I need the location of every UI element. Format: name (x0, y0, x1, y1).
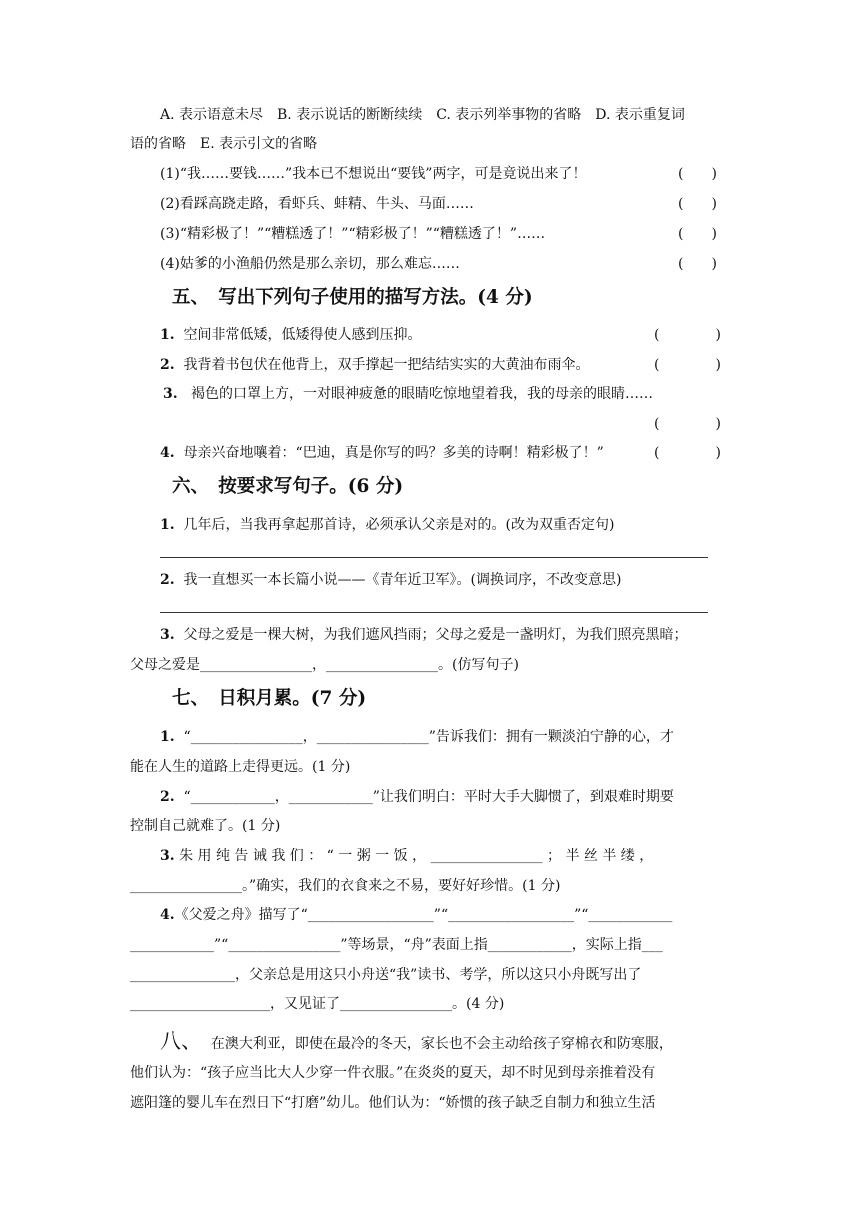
section-7-item-4-cont3: ____________________，又见证了________________。(4 分) (130, 996, 505, 1012)
options-line-1: A. 表示语意未尽 B. 表示说话的断断续续 C. 表示列举事物的省略 D. 表示重复词 (160, 107, 685, 123)
item-number: 4. (160, 907, 175, 923)
ellipsis-item-2: (2)看踩高跷走路，看虾兵、蚌精、牛头、马面…… (160, 196, 474, 212)
item-text: 我背着书包伏在他背上，双手撑起一把结结实实的大黄油布雨伞。 (183, 357, 590, 373)
section-7-item-1-cont: 能在人生的道路上走得更远。(1 分) (130, 759, 351, 775)
section-5-blank-2[interactable]: ( ) (654, 357, 721, 373)
section-7-item-4-cont2: _______________，父亲总是用这只小舟送“我”读书、考学，所以这只小舟既写出了 (130, 967, 642, 983)
section-5-item-2 (160, 356, 590, 374)
ellipsis-item-1: (1)“我……要钱……”我本已不想说出“要钱”两字，可是竟说出来了！ (160, 166, 587, 182)
section-5-blank-1[interactable]: ( ) (654, 327, 721, 343)
item-number: 2. (160, 789, 175, 805)
ellipsis-item-3: (3)“精彩极了！”“糟糕透了！”“精彩极了！”“糟糕透了！”…… (160, 226, 546, 242)
item-number: 1. (160, 327, 175, 343)
section-6-item-3 (160, 626, 688, 644)
item-number: 4. (160, 445, 175, 461)
section-8-number: 八、 (160, 1029, 202, 1053)
section-7-item-4 (160, 906, 672, 924)
section-5-blank-3[interactable]: ( ) (654, 416, 721, 432)
item-text: “____________，____________”让我们明白：平时大手大脚惯了，到艰难时期要 (183, 789, 674, 805)
section-7-item-2 (160, 788, 674, 806)
item-text: 《父爱之舟》描写了“__________________”“__________________”“____________ (174, 907, 673, 923)
ellipsis-blank-4[interactable]: ( ) (678, 256, 717, 272)
section-7-item-1 (160, 728, 674, 746)
answer-line-1[interactable] (160, 557, 708, 558)
section-7-item-4-cont1: ____________”“________________”等场景，“舟”表面上指____________，实际上指___ (130, 937, 663, 953)
item-text: “________________，________________”告诉我们：拥有一颗淡泊宁静的心，才 (183, 729, 674, 745)
section-6-item-3-cont: 父母之爱是________________，________________。(仿写句子) (130, 657, 519, 673)
section-7-item-3 (160, 847, 653, 865)
section-5-item-4 (160, 444, 604, 462)
item-number: 3. (160, 848, 175, 864)
item-text: 几年后，当我再拿起那首诗，必须承认父亲是对的。(改为双重否定句) (183, 517, 615, 533)
item-number: 3. (160, 627, 175, 643)
item-text: 父母之爱是一棵大树，为我们遮风挡雨；父母之爱是一盏明灯，为我们照亮黑暗； (183, 627, 688, 643)
section-8-text: 在澳大利亚，即使在最冷的冬天，家长也不会主动给孩子穿棉衣和防寒服， (210, 1036, 673, 1052)
ellipsis-item-4: (4)姑爹的小渔船仍然是那么亲切，那么难忘…… (160, 256, 460, 272)
item-text: 我一直想买一本长篇小说——《青年近卫军》。(调换词序，不改变意思) (183, 572, 622, 588)
item-number: 1. (160, 517, 175, 533)
section-6-item-1 (160, 516, 614, 534)
item-number: 2. (160, 357, 175, 373)
section-7-item-2-cont: 控制自己就难了。(1 分) (130, 818, 281, 834)
section-8-line-1 (160, 1028, 673, 1057)
item-text: 褐色的口罩上方，一对眼神疲惫的眼睛吃惊地望着我，我的母亲的眼睛…… (190, 386, 653, 402)
section-7-title: 七、 日积月累。(7 分) (172, 688, 367, 709)
section-6-title: 六、 按要求写句子。(6 分) (172, 476, 404, 497)
section-8-line-2: 他们认为：“孩子应当比大人少穿一件衣服。”在炎炎的夏天，却不时见到母亲推着没有 (130, 1065, 656, 1081)
ellipsis-blank-2[interactable]: ( ) (678, 196, 717, 212)
section-8-line-3: 遮阳篷的婴儿车在烈日下“打磨”幼儿。他们认为：“娇惯的孩子缺乏自制力和独立生活 (130, 1095, 656, 1111)
item-text: 母亲兴奋地嚷着：“巴迪，真是你写的吗？多美的诗啊！精彩极了！” (183, 445, 604, 461)
section-5-item-3 (163, 385, 653, 403)
section-5-title: 五、 写出下列句子使用的描写方法。(4 分) (172, 287, 533, 308)
item-text: 朱 用 纯 告 诫 我 们 ： “ 一 粥 一 饭 ， ________________ ； 半 丝 半 缕 ， (179, 848, 654, 864)
item-number: 3. (163, 386, 178, 402)
item-number: 2. (160, 572, 175, 588)
item-text: 空间非常低矮，低矮得使人感到压抑。 (183, 327, 422, 343)
section-7-item-3-cont: ________________。”确实，我们的衣食来之不易，要好好珍惜。(1 分) (130, 878, 561, 894)
ellipsis-blank-1[interactable]: ( ) (678, 166, 717, 182)
answer-line-2[interactable] (160, 612, 708, 613)
section-6-item-2 (160, 571, 621, 589)
options-line-2: 语的省略 E. 表示引文的省略 (130, 136, 318, 152)
item-number: 1. (160, 729, 175, 745)
section-5-blank-4[interactable]: ( ) (654, 445, 721, 461)
section-5-item-1 (160, 326, 422, 344)
ellipsis-blank-3[interactable]: ( ) (678, 226, 717, 242)
